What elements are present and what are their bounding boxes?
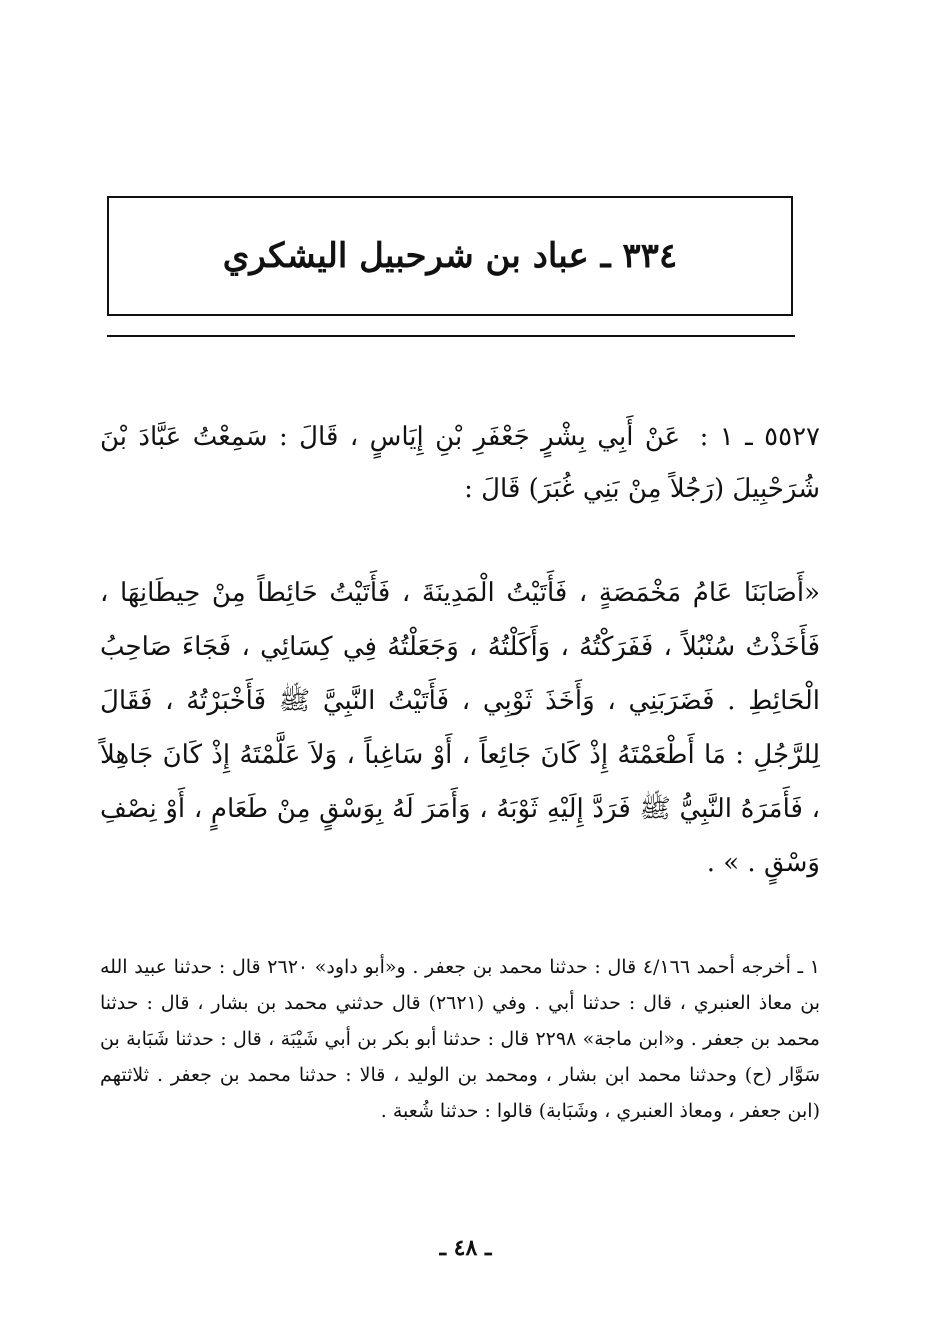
footnote: ١ ـ أخرجه أحمد ٤/١٦٦ قال : حدثنا محمد بن جعفر . و«أبو داود» ٢٦٢٠ قال : حدثنا عبيد الله بن معاذ العنبري ، قال : حدثنا أبي . وفي (٢٦٢١) قال حدثني محمد بن بشار ، قال : حدثنا محمد بن جعفر . و«ابن ماجة» ٢٢٩٨ قال : حدثنا أبو بكر بن أبي شَيْبَة ، قال : حدثنا شَبَابة بن سَوَّار (ح) وحدثنا محمد ابن بشار ، ومحمد بن الوليد ، قالا : حدثنا محمد بن جعفر . ثلاثتهم (ابن جعفر ، ومعاذ العنبري ، وشَبَابة) قالوا : حدثنا شُعبة .	[100, 956, 820, 1122]
page-number: ـ ٤٨ ـ	[439, 1235, 492, 1261]
title-divider	[107, 335, 795, 337]
isnad-text: عَنْ أَبِي بِشْرٍ جَعْفَرِ بْنِ إِيَاسٍ ، قَالَ : سَمِعْتُ عَبَّادَ بْنَ شُرَحْبِيلَ (رَجُلاً مِنْ بَنِي غُبَرَ) قَالَ :	[100, 422, 820, 504]
section-title: ٣٣٤ ـ عباد بن شرحبيل اليشكري	[222, 236, 678, 276]
hadith-number: ٥٥٢٧ ـ ١ :	[699, 422, 820, 452]
section-title-box	[107, 196, 793, 316]
hadith-isnad	[100, 411, 820, 515]
hadith-text: «أَصَابَنَا عَامُ مَخْمَصَةٍ ، فَأَتَيْتُ الْمَدِينَةَ ، فَأَتَيْتُ حَائِطاً مِنْ حِيطَانِهَا ، فَأَخَذْتُ سُنْبُلاً ، فَفَرَكْتُهُ ، وَأَكَلْتُهُ ، وَجَعَلْتُهُ فِي كِسَائِي ، فَجَاءَ صَاحِبُ الْحَائِطِ . فَضَرَبَنِي ، وَأَخَذَ ثَوْبِي ، فَأَتَيْتُ النَّبِيَّ ﷺ فَأَخْبَرْتُهُ ، فَقَالَ لِلرَّجُلِ : مَا أَطْعَمْتَهُ إِذْ كَانَ جَائِعاً ، أَوْ سَاغِباً ، وَلاَ عَلَّمْتَهُ إِذْ كَانَ جَاهِلاً ، فَأَمَرَهُ النَّبِيُّ ﷺ فَرَدَّ إِلَيْهِ ثَوْبَهُ ، وَأَمَرَ لَهُ بِوَسْقٍ مِنْ طَعَامٍ ، أَوْ نِصْفِ وَسْقٍ . » .	[100, 578, 820, 878]
